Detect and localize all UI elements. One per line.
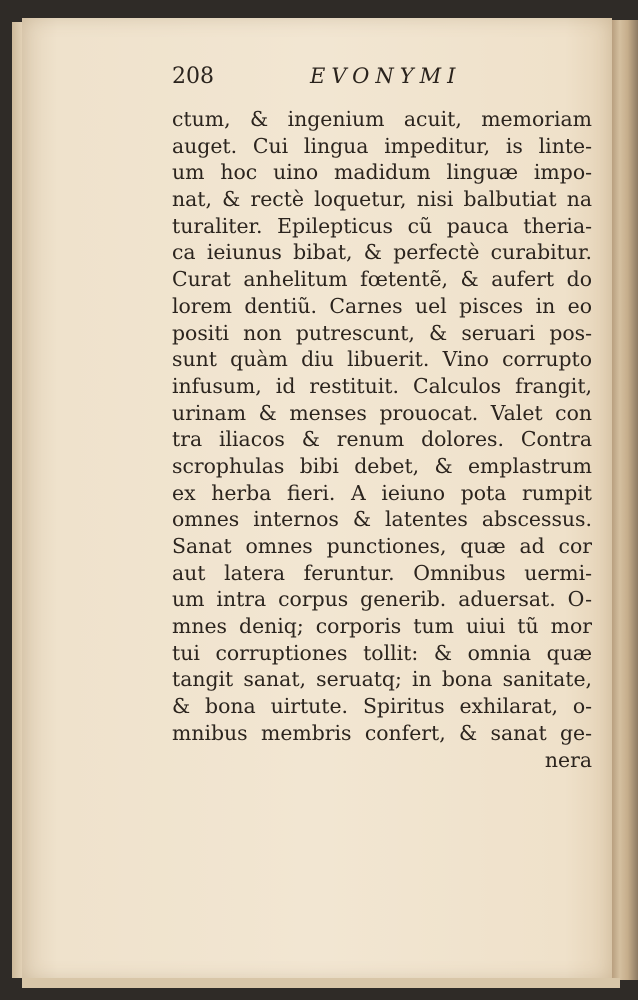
text-line: omnes internos & latentes abscessus. — [172, 507, 592, 532]
running-title: EVONYMI — [310, 64, 462, 88]
running-head — [172, 64, 512, 98]
text-line: ctum, & ingenium acuit, memoriam — [172, 107, 592, 131]
text-line: mnibus membris confert, & sanat ge- — [172, 720, 592, 745]
text-line: Curat anhelitum fœtentẽ, & aufert do — [172, 267, 592, 292]
text-line: lorem dentiũ. Carnes uel pisces in eo — [172, 293, 592, 318]
text-line: auget. Cui lingua impeditur, is linte- — [172, 133, 592, 158]
page-number: 208 — [172, 64, 214, 89]
text-line: mnes deniq; corporis tum uiui tũ mor — [172, 614, 592, 639]
page-edge-right — [612, 20, 638, 980]
text-line: sunt quàm diu libuerit. Vino corrupto — [172, 347, 592, 372]
text-line: turaliter. Epilepticus cũ pauca theria- — [172, 213, 592, 238]
text-line: um hoc uino madidum linguæ impo- — [172, 160, 592, 185]
text-line: tangit sanat, seruatq; in bona sanitate, — [172, 667, 592, 692]
text-line: & bona uirtute. Spiritus exhilarat, o- — [172, 694, 592, 719]
text-line: tui corruptiones tollit: & omnia quæ — [172, 640, 592, 665]
text-line: positi non putrescunt, & seruari pos- — [172, 320, 592, 345]
text-line: scrophulas bibi debet, & emplastrum — [172, 453, 592, 478]
text-line: nat, & rectè loquetur, nisi balbutiat na — [172, 187, 592, 212]
text-line: aut latera feruntur. Omnibus uermi- — [172, 560, 592, 585]
text-line: urinam & menses prouocat. Valet con — [172, 400, 592, 425]
body-text — [172, 106, 592, 773]
text-line: ca ieiunus bibat, & perfectè curabitur. — [172, 240, 592, 265]
text-line: tra iliacos & renum dolores. Contra — [172, 427, 592, 452]
catchword: nera — [544, 747, 592, 772]
text-line: ex herba fieri. A ieiuno pota rumpit — [172, 480, 592, 505]
text-line: um intra corpus generib. aduersat. O- — [172, 587, 592, 612]
text-line: infusum, id restituit. Calculos frangit, — [172, 373, 592, 398]
text-line: Sanat omnes punctiones, quæ ad cor — [172, 534, 592, 558]
page-edge-bottom — [22, 978, 620, 988]
